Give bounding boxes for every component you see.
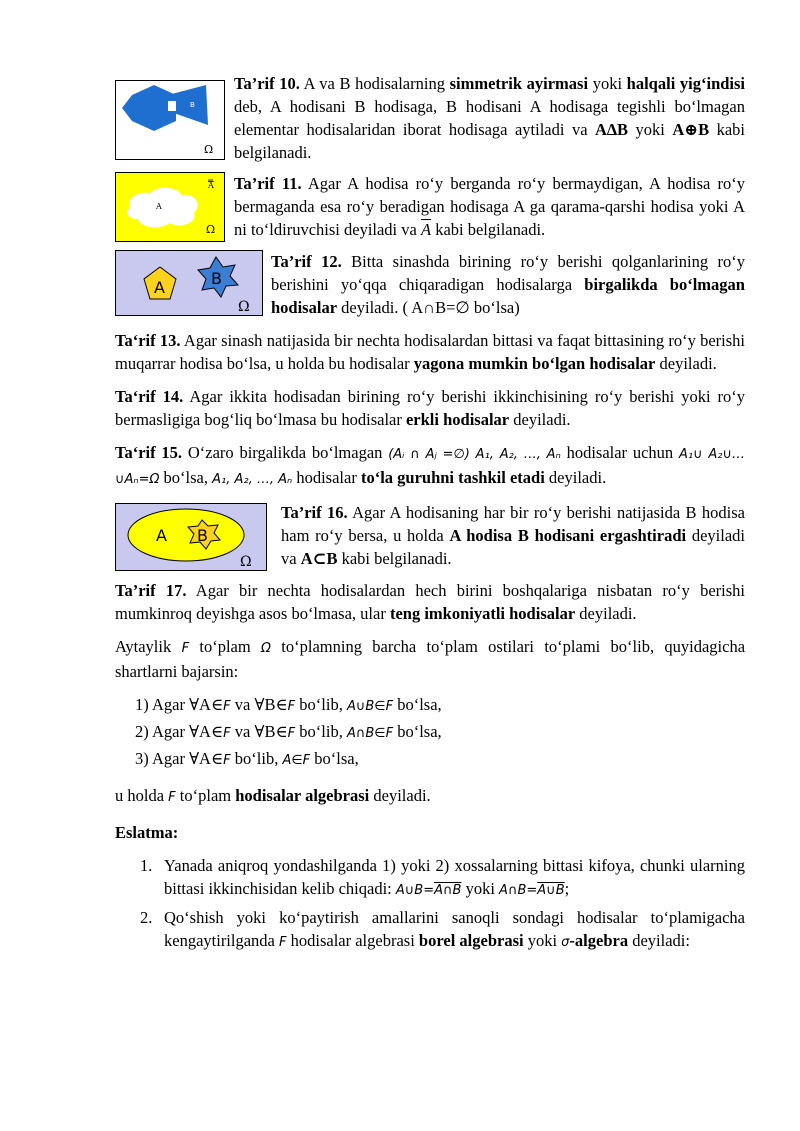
definition-10-heading: Ta’rif 10. bbox=[234, 74, 300, 93]
term-bold: A hodisa B hodisani ergashtiradi bbox=[449, 526, 687, 545]
math-inline: A₁∪ A₂∪…∪Aₙ=Ω bbox=[115, 447, 746, 487]
note-title bbox=[115, 821, 745, 844]
definition-10-text bbox=[234, 72, 745, 164]
figure-label-b: B bbox=[190, 101, 195, 109]
page-content bbox=[115, 72, 745, 954]
subset-figure bbox=[115, 503, 267, 571]
definition-12 bbox=[115, 250, 745, 319]
definition-11-heading: Ta’rif 11. bbox=[234, 174, 302, 193]
complement-diagram bbox=[116, 173, 224, 241]
complement-figure bbox=[115, 172, 225, 242]
text-span: kabi belgilanadi. bbox=[435, 220, 546, 239]
item-number: 2. bbox=[140, 908, 153, 927]
text-span: yoki bbox=[527, 931, 558, 950]
text-span: va ∀B∈ bbox=[234, 695, 288, 714]
text-span: hodisalar algebrasi bbox=[290, 931, 415, 950]
definition-17 bbox=[115, 579, 745, 625]
figure-label-b: B bbox=[211, 269, 222, 288]
text-span: yoki bbox=[635, 120, 665, 139]
text-span: ; bbox=[564, 879, 570, 898]
figure-label-b: B bbox=[197, 526, 208, 545]
symbol-bold: A∆B bbox=[595, 120, 629, 139]
disjoint-events-figure bbox=[115, 250, 263, 316]
text-span: Agar ∀A∈ bbox=[151, 749, 224, 768]
definition-14-heading: Ta‘rif 14. bbox=[115, 387, 184, 406]
text-span: Bitta sinashda birining ro‘y berishi qolganlarining ro‘y berishini yo‘qqa chiqaradigan hodisalarga bbox=[271, 252, 745, 294]
text-span: Yanada aniqroq yondashilganda 1) yoki 2) xossalarning bittasi kifoya, chunki ularning bittasi ikkinchisidan kelib chiqadi: bbox=[164, 856, 745, 898]
figure-label-a: A bbox=[156, 202, 162, 211]
definition-12-text bbox=[271, 250, 745, 319]
definition-16-text bbox=[281, 501, 745, 570]
term-bold: borel algebrasi bbox=[418, 931, 524, 950]
math-inline: F bbox=[223, 699, 231, 714]
text-span: hodisalar uchun bbox=[566, 443, 674, 462]
text-span: bo‘lib, bbox=[299, 695, 343, 714]
text-span: bo‘lib, bbox=[234, 749, 279, 768]
text-span: Agar sinash natijasida bir nechta hodisalardan bittasi va faqat bittasining ro‘y berishi muqarrar hodisa bo‘lsa, u holda bu hodisalar bbox=[115, 331, 746, 373]
text-span: bo‘lsa, bbox=[397, 695, 442, 714]
text-span: deyiladi va bbox=[281, 526, 745, 568]
text-span: Agar A hodisaning har bir ro‘y berishi natijasida B hodisa ham ro‘y bersa, u holda bbox=[281, 503, 746, 545]
math-inline: F bbox=[223, 726, 231, 741]
note-heading: Eslatma: bbox=[115, 823, 179, 842]
item-number: 3) bbox=[135, 749, 149, 768]
definition-10 bbox=[115, 72, 745, 164]
math-inline: F bbox=[168, 790, 176, 805]
math-inline: A∩B= bbox=[499, 883, 538, 898]
item-number: 1. bbox=[140, 856, 153, 875]
math-inline: A∪B∈F bbox=[346, 699, 394, 714]
math-inline: F bbox=[287, 726, 296, 741]
text-span: deyiladi. bbox=[548, 468, 607, 487]
definition-16-heading: Ta’rif 16. bbox=[281, 503, 348, 522]
note-item bbox=[140, 854, 745, 902]
text-span: hodisalar bbox=[296, 468, 357, 487]
definition-11 bbox=[115, 172, 745, 242]
term-bold: yagona mumkin bo‘lgan hodisalar bbox=[413, 354, 656, 373]
note-list bbox=[115, 854, 745, 954]
figure-label-omega: Ω bbox=[204, 143, 214, 156]
term-bold: teng imkoniyatli hodisalar bbox=[389, 604, 576, 623]
text-span: bo‘lsa, bbox=[314, 749, 359, 768]
text-span: O‘zaro birgalikda bo‘lmagan bbox=[187, 443, 383, 462]
text-span: deyiladi: bbox=[632, 931, 690, 950]
condition-item bbox=[135, 747, 745, 772]
math-inline: A∩B bbox=[434, 883, 462, 898]
text-span: Qo‘shish yoki ko‘paytirish amallarini sanoqli sondagi hodisalar to‘plamigacha kengaytirilganda bbox=[164, 908, 745, 950]
math-inline: F bbox=[223, 753, 231, 768]
text-span: Agar ∀A∈ bbox=[151, 695, 224, 714]
definition-15 bbox=[115, 441, 745, 491]
figure-label-a: A bbox=[154, 278, 165, 297]
text-span: kabi belgilanadi. bbox=[234, 120, 746, 162]
definition-13 bbox=[115, 329, 745, 375]
symbol-bold: A⊂B bbox=[300, 549, 338, 568]
text-span: deyiladi. bbox=[659, 354, 717, 373]
text-span: deb, A hodisani B hodisaga, B hodisani A hodisaga tegishli bo‘lmagan elementar hodisalaridan iborat hodisaga aytiladi va bbox=[234, 97, 745, 139]
definition-11-text bbox=[234, 172, 745, 241]
term-bold: erkli hodisalar bbox=[405, 410, 510, 429]
note-item bbox=[140, 906, 745, 954]
text-span: Agar ikkita hodisadan birining ro‘y berishi ikkinchisining ro‘y berishi yoki ro‘y bermasligiga bog‘liq bo‘lmasa bu hodisalar bbox=[115, 387, 746, 429]
text-span: deyiladi. ( A∩B=∅ bo‘lsa) bbox=[341, 298, 520, 317]
text-span: bo‘lsa, bbox=[163, 468, 208, 487]
text-span: kabi belgilanadi. bbox=[341, 549, 452, 568]
term-bold: simmetrik ayirmasi bbox=[449, 74, 589, 93]
term-bold: hodisalar algebrasi bbox=[235, 786, 370, 805]
figure-label-a-bar: A bbox=[208, 181, 214, 190]
definition-17-heading: Ta’rif 17. bbox=[115, 581, 187, 600]
text-span: yoki bbox=[592, 74, 623, 93]
item-number: 2) bbox=[135, 722, 149, 741]
condition-item bbox=[135, 720, 745, 745]
text-span: u holda bbox=[115, 786, 165, 805]
text-span: deyiladi. bbox=[513, 410, 571, 429]
text-span: va ∀B∈ bbox=[234, 722, 288, 741]
math-inline: F bbox=[181, 641, 190, 656]
text-span: Aytaylik bbox=[115, 637, 172, 656]
math-inline: F bbox=[287, 699, 296, 714]
term-bold: halqali yig‘indisi bbox=[626, 74, 746, 93]
definition-16 bbox=[115, 501, 745, 571]
text-span: to‘plamning barcha to‘plam ostilari to‘plami bo‘lib, quyidagicha shartlarni bajarsin: bbox=[115, 637, 746, 681]
text-span: Agar A hodisa ro‘y berganda ro‘y bermaydigan, A hodisa ro‘y bermaganda esa ro‘y beradigan hodisaga A ga qarama-qarshi hodisa yoki A ni to‘ldiruvchisi deyiladi va bbox=[234, 174, 746, 239]
math-inline: (Aᵢ ∩ Aⱼ =∅) A₁, A₂, …, Aₙ bbox=[388, 447, 561, 462]
text-span: yoki bbox=[465, 879, 495, 898]
symbol-bold: A⊕B bbox=[672, 120, 710, 139]
text-span: Agar bir nechta hodisalardan hech birini boshqalariga nisbatan ro‘y berishi mumkinroq deyishga asos bo‘lmasa, ular bbox=[115, 581, 745, 623]
text-span: to‘plam bbox=[179, 786, 232, 805]
figure-label-omega: Ω bbox=[240, 554, 252, 570]
text-span: bo‘lsa, bbox=[397, 722, 442, 741]
figure-label-omega: Ω bbox=[206, 223, 216, 236]
math-inline: A₁, A₂, …, Aₙ bbox=[212, 472, 293, 487]
symmetric-difference-diagram bbox=[116, 81, 224, 159]
algebra-intro bbox=[115, 635, 745, 683]
item-number: 1) bbox=[135, 695, 149, 714]
definition-12-heading: Ta’rif 12. bbox=[271, 252, 342, 271]
term-bold: to‘la guruhni tashkil etadi bbox=[360, 468, 545, 487]
conditions-list bbox=[115, 693, 745, 772]
symmetric-difference-figure bbox=[115, 80, 225, 160]
math-inline: A∪B bbox=[537, 883, 565, 898]
condition-item bbox=[135, 693, 745, 718]
text-span: bo‘lib, bbox=[299, 722, 343, 741]
definition-14 bbox=[115, 385, 745, 431]
text-span: A va B hodisalarning bbox=[303, 74, 445, 93]
text-span: to‘plam bbox=[199, 637, 251, 656]
text-span: Agar ∀A∈ bbox=[151, 722, 224, 741]
math-inline: A∈F bbox=[282, 753, 311, 768]
algebra-conclusion bbox=[115, 784, 745, 809]
text-span: deyiladi. bbox=[579, 604, 637, 623]
text-span: deyiladi. bbox=[373, 786, 431, 805]
math-inline: σ bbox=[561, 935, 570, 950]
figure-label-omega: Ω bbox=[238, 299, 250, 315]
disjoint-events-diagram bbox=[116, 251, 262, 315]
definition-15-heading: Ta‘rif 15. bbox=[115, 443, 183, 462]
math-inline: F bbox=[279, 935, 287, 950]
figure-label-a: A bbox=[156, 526, 167, 545]
term-bold: -algebra bbox=[569, 931, 629, 950]
math-inline: A∪B= bbox=[395, 883, 435, 898]
complement-symbol: $\overline{A}$ bbox=[420, 220, 432, 239]
math-inline: A∩B∈F bbox=[346, 726, 394, 741]
subset-diagram bbox=[116, 504, 266, 570]
math-inline: Ω bbox=[261, 641, 271, 656]
term-bold: birgalikda bo‘lmagan hodisalar bbox=[271, 275, 745, 317]
definition-13-heading: Ta‘rif 13. bbox=[115, 331, 181, 350]
